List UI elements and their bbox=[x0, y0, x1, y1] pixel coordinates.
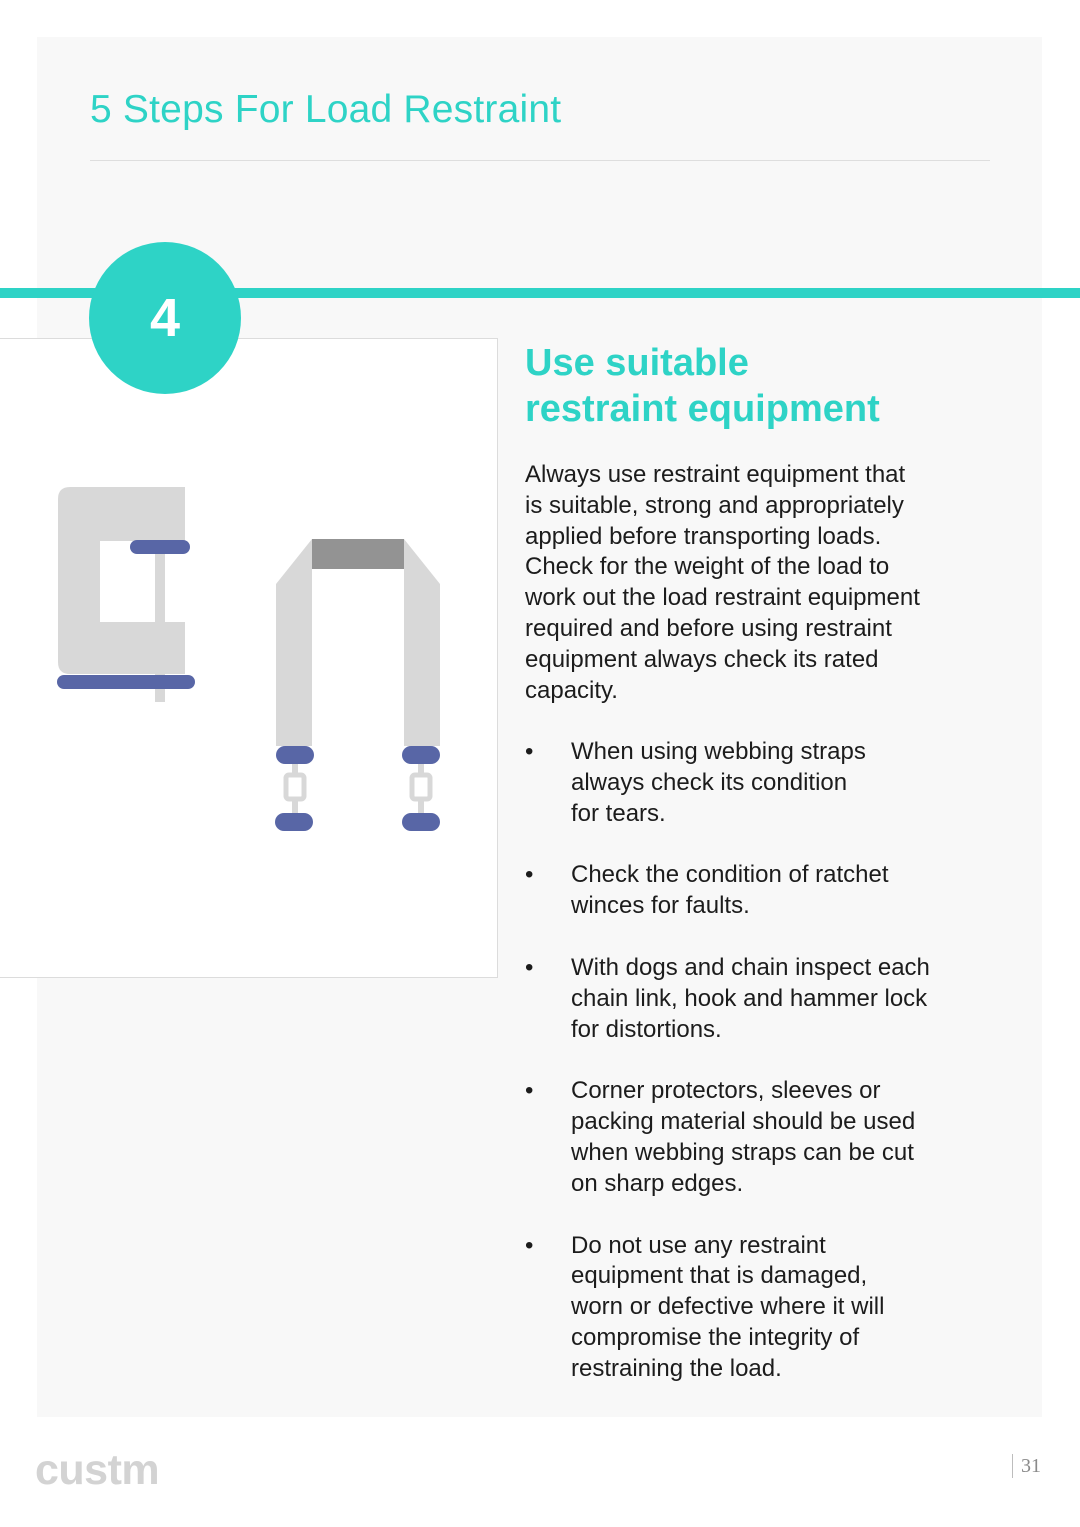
bullet-marker: • bbox=[525, 1077, 534, 1105]
bullet-line: When using webbing straps bbox=[571, 738, 866, 765]
bullet-line: Check the condition of ratchet bbox=[571, 861, 889, 889]
bullet-item bbox=[525, 860, 995, 922]
illustration bbox=[0, 339, 498, 979]
intro-line: applied before transporting loads. bbox=[525, 522, 882, 550]
intro-line: capacity. bbox=[525, 676, 618, 704]
title-divider bbox=[90, 160, 990, 161]
bullet-marker: • bbox=[525, 953, 534, 981]
bullet-item bbox=[525, 953, 995, 1045]
intro-line: work out the load restraint equipment bbox=[525, 584, 920, 612]
bullet-line: With dogs and chain inspect each bbox=[571, 953, 930, 981]
bullet-line: winces for faults. bbox=[571, 892, 750, 920]
bullet-line: for distortions. bbox=[571, 1015, 722, 1043]
bullet-list bbox=[525, 737, 995, 1385]
bullet-line: on sharp edges. bbox=[571, 1169, 744, 1197]
page-number: 31 bbox=[1012, 1454, 1041, 1478]
webbing-strap-icon bbox=[275, 539, 440, 831]
intro-line: equipment always check its rated bbox=[525, 645, 879, 673]
bullet-item bbox=[525, 1231, 995, 1385]
intro-line: required and before using restraint bbox=[525, 614, 892, 642]
section-heading bbox=[525, 340, 1005, 432]
brand-logo: custm bbox=[35, 1446, 160, 1494]
intro-paragraph bbox=[525, 460, 995, 706]
step-number-badge: 4 bbox=[89, 242, 241, 394]
bullet-line: packing material should be used bbox=[571, 1108, 916, 1136]
bullet-line: equipment that is damaged, bbox=[571, 1262, 868, 1290]
bullet-marker: • bbox=[525, 738, 534, 765]
bullet-line: chain link, hook and hammer lock bbox=[571, 984, 928, 1012]
section-heading-line: restraint equipment bbox=[525, 388, 880, 430]
intro-line: Check for the weight of the load to bbox=[525, 553, 890, 581]
bullet-item bbox=[525, 1076, 995, 1199]
bullet-item bbox=[525, 737, 995, 829]
bullet-line: for tears. bbox=[571, 799, 666, 827]
intro-line: Always use restraint equipment that bbox=[525, 461, 906, 488]
bullet-line: compromise the integrity of bbox=[571, 1323, 860, 1351]
bullet-line: restraining the load. bbox=[571, 1354, 782, 1382]
illustration-box bbox=[0, 338, 498, 978]
page-title: 5 Steps For Load Restraint bbox=[90, 88, 562, 131]
section-heading-line: Use suitable bbox=[525, 342, 749, 384]
bullet-line: always check its condition bbox=[571, 768, 848, 796]
bullet-line: Corner protectors, sleeves or bbox=[571, 1077, 881, 1105]
bullet-marker: • bbox=[525, 1231, 534, 1259]
bullet-line: Do not use any restraint bbox=[571, 1231, 826, 1259]
intro-line: is suitable, strong and appropriately bbox=[525, 491, 904, 519]
bullet-marker: • bbox=[525, 861, 534, 889]
clamp-icon bbox=[57, 487, 195, 702]
bullet-line: when webbing straps can be cut bbox=[571, 1138, 914, 1166]
bullet-line: worn or defective where it will bbox=[571, 1293, 885, 1321]
